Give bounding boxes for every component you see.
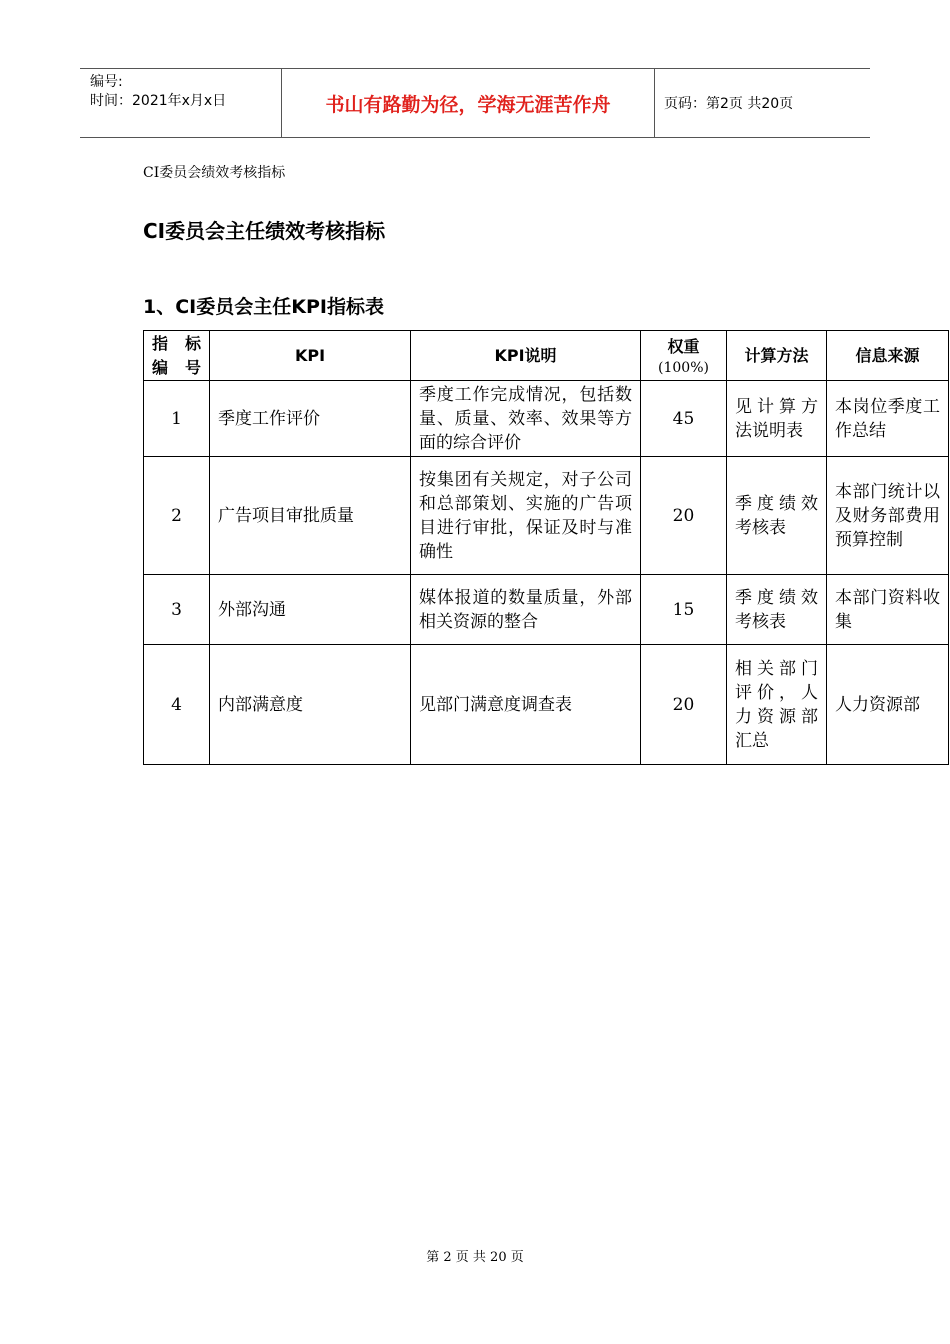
cell-description: 按集团有关规定，对子公司和总部策划、实施的广告项目进行审批，保证及时与准确性 [411, 457, 641, 575]
cell-weight: 20 [641, 645, 727, 765]
header-index: 指 标 编 号 [144, 331, 210, 381]
cell-method: 季度绩效考核表 [727, 457, 827, 575]
header-weight: 权重 (100%) [641, 331, 727, 381]
cell-weight: 20 [641, 457, 727, 575]
header-motto: 书山有路勤为径，学海无涯苦作舟 [325, 93, 611, 116]
cell-index: 3 [144, 575, 210, 645]
header-info [90, 73, 280, 111]
cell-description: 媒体报道的数量质量，外部相关资源的整合 [411, 575, 641, 645]
page-header [80, 68, 870, 138]
document-number-label: 编号: [90, 74, 123, 90]
cell-source: 本部门统计以及财务部费用预算控制 [827, 457, 949, 575]
document-title: CI委员会主任绩效考核指标 [143, 219, 386, 243]
cell-method: 季度绩效考核表 [727, 575, 827, 645]
document-subtitle: CI委员会绩效考核指标 [143, 165, 286, 181]
cell-source: 人力资源部 [827, 645, 949, 765]
header-calc-method: 计算方法 [727, 331, 827, 381]
document-date-label: 时间：2021年x月x日 [90, 93, 227, 109]
cell-kpi: 季度工作评价 [210, 381, 411, 457]
cell-kpi: 广告项目审批质量 [210, 457, 411, 575]
header-kpi-description: KPI说明 [411, 331, 641, 381]
cell-index: 4 [144, 645, 210, 765]
cell-description: 见部门满意度调查表 [411, 645, 641, 765]
cell-kpi: 内部满意度 [210, 645, 411, 765]
header-info-source: 信息来源 [827, 331, 949, 381]
cell-index: 2 [144, 457, 210, 575]
table-row [144, 381, 949, 457]
table-row [144, 457, 949, 575]
header-page-label: 页码：第2页 共20页 [664, 96, 794, 112]
kpi-table [143, 330, 949, 765]
section-title: 1、CI委员会主任KPI指标表 [143, 296, 384, 318]
header-kpi: KPI [210, 331, 411, 381]
table-header-row [144, 331, 949, 381]
cell-kpi: 外部沟通 [210, 575, 411, 645]
page-footer: 第 2 页 共 20 页 [426, 1250, 524, 1265]
cell-index: 1 [144, 381, 210, 457]
cell-method: 相关部门评价，人力资源部汇总 [727, 645, 827, 765]
table-row [144, 645, 949, 765]
cell-source: 本部门资料收集 [827, 575, 949, 645]
cell-description: 季度工作完成情况，包括数量、质量、效率、效果等方面的综合评价 [411, 381, 641, 457]
cell-weight: 45 [641, 381, 727, 457]
cell-weight: 15 [641, 575, 727, 645]
cell-method: 见计算方法说明表 [727, 381, 827, 457]
header-divider [654, 69, 655, 137]
table-row [144, 575, 949, 645]
cell-source: 本岗位季度工作总结 [827, 381, 949, 457]
